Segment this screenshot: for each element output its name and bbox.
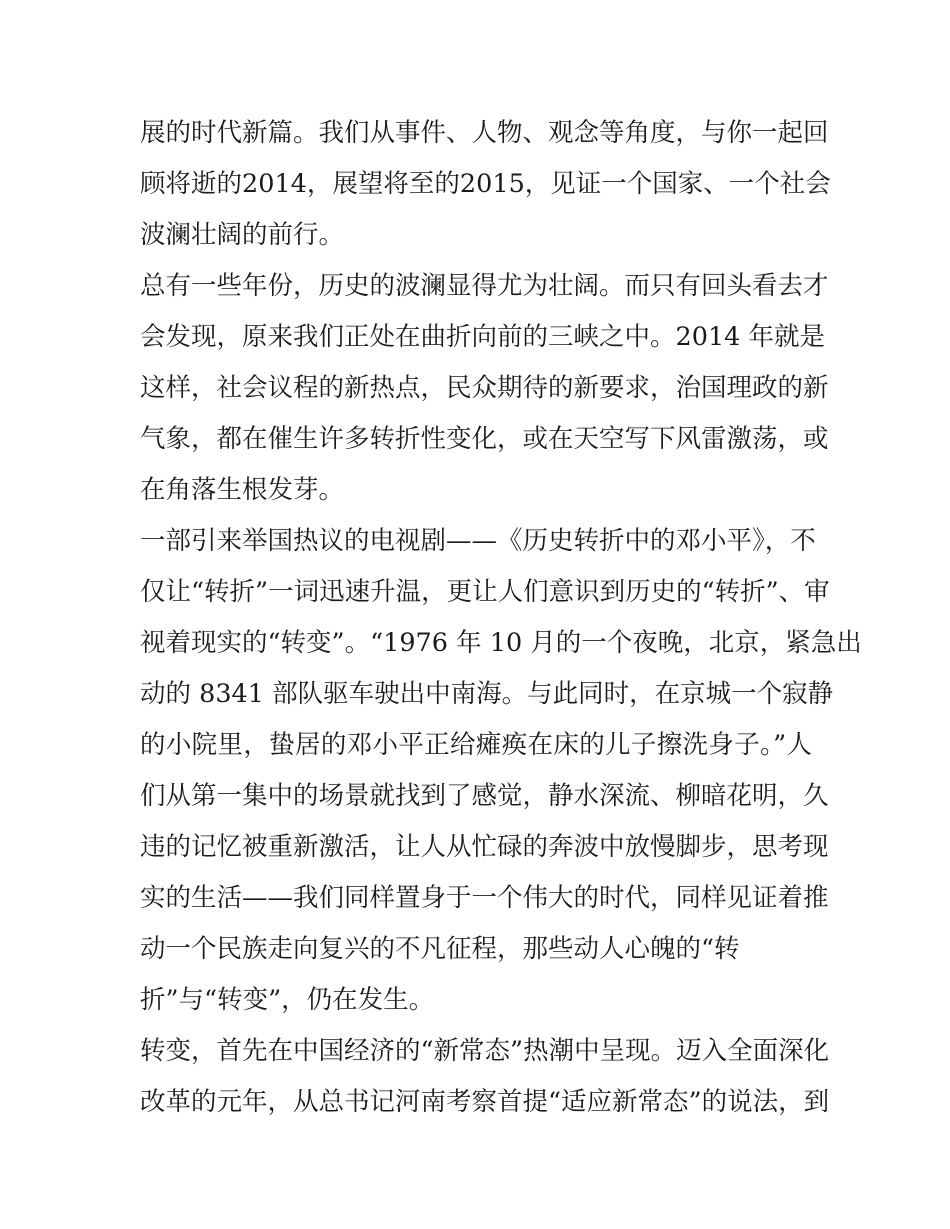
text-line: 动的 8341 部队驱车驶出中南海。与此同时，在京城一个寂静 — [140, 679, 834, 709]
text-line: 展的时代新篇。我们从事件、人物、观念等角度，与你一起回 — [140, 118, 829, 148]
text-line: 会发现，原来我们正处在曲折向前的三峡之中。2014 年就是 — [140, 322, 826, 352]
text-line: 折”与“转变”，仍在发生。 — [140, 985, 435, 1015]
text-line: 违的记忆被重新激活，让人从忙碌的奔波中放慢脚步，思考现 — [140, 832, 829, 862]
paragraph-3 — [140, 516, 862, 1026]
text-line: 一部引来举国热议的电视剧——《历史转折中的邓小平》，不 — [140, 526, 816, 556]
document-body — [140, 108, 862, 1128]
text-line: 总有一些年份，历史的波澜显得尤为壮阔。而只有回头看去才 — [140, 271, 829, 301]
text-line: 气象，都在催生许多转折性变化，或在天空写下风雷激荡，或 — [140, 424, 829, 454]
paragraph-2 — [140, 261, 829, 516]
text-line: 实的生活——我们同样置身于一个伟大的时代，同样见证着推 — [140, 883, 829, 913]
text-line: 波澜壮阔的前行。 — [140, 220, 345, 250]
text-line: 视着现实的“转变”。“1976 年 10 月的一个夜晚，北京，紧急出 — [140, 628, 862, 658]
text-line: 转变，首先在中国经济的“新常态”热潮中呈现。迈入全面深化 — [140, 1036, 830, 1066]
text-line: 顾将逝的2014，展望将至的2015，见证一个国家、一个社会 — [140, 169, 831, 199]
text-line: 这样，社会议程的新热点，民众期待的新要求，治国理政的新 — [140, 373, 829, 403]
text-line: 在角落生根发芽。 — [140, 475, 345, 505]
text-line: 仅让“转折”一词迅速升温，更让人们意识到历史的“转折”、审 — [140, 577, 830, 607]
text-line: 改革的元年，从总书记河南考察首提“适应新常态”的说法，到 — [140, 1087, 830, 1117]
paragraph-4 — [140, 1026, 830, 1128]
paragraph-1 — [140, 108, 831, 261]
text-line: 的小院里，蛰居的邓小平正给瘫痪在床的儿子擦洗身子。”人 — [140, 730, 812, 760]
text-line: 们从第一集中的场景就找到了感觉，静水深流、柳暗花明，久 — [140, 781, 829, 811]
text-line: 动一个民族走向复兴的不凡征程，那些动人心魄的“转 — [140, 934, 740, 964]
